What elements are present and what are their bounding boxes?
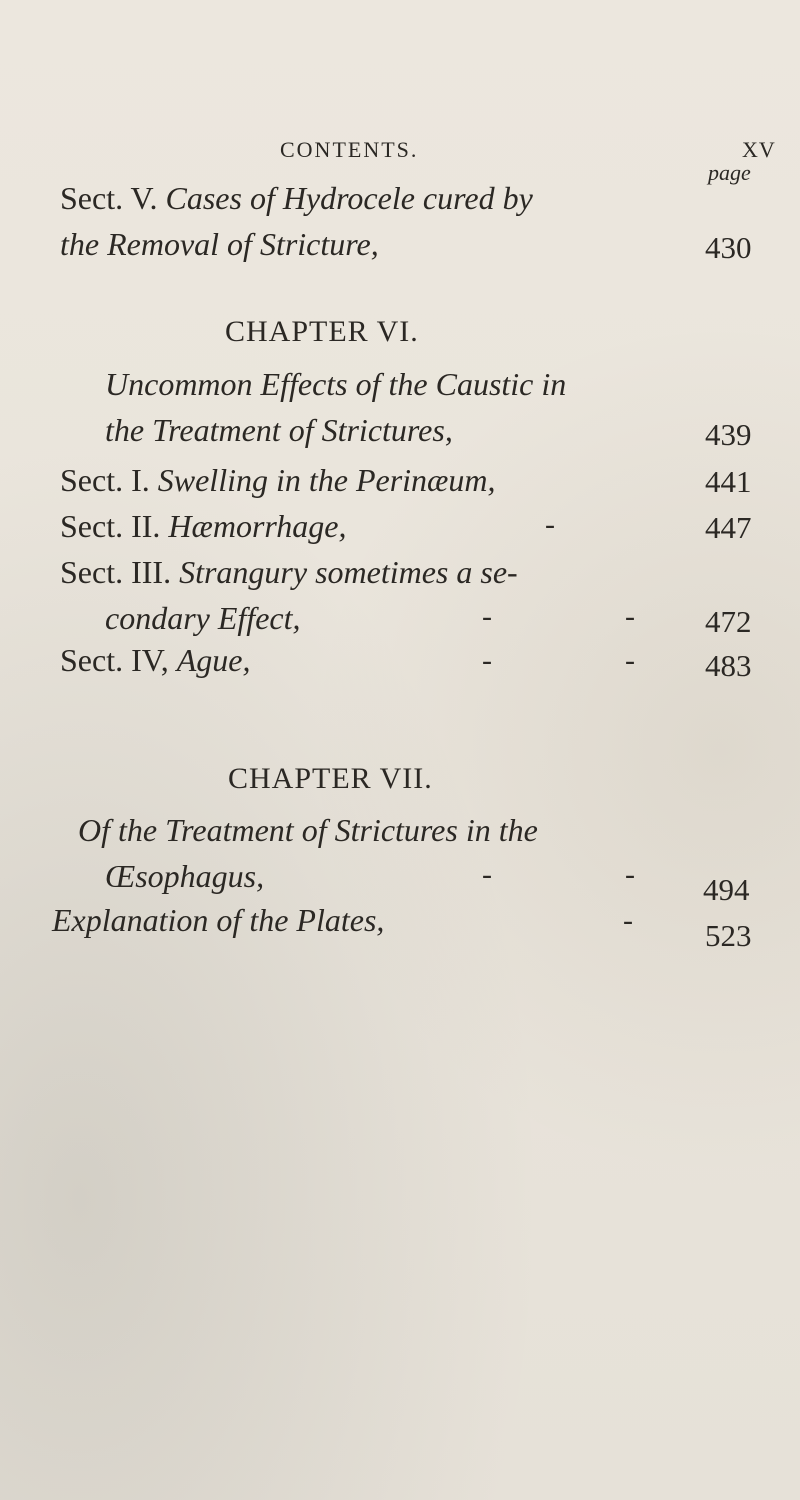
sect-i-prefix: Sect. I. [60,462,150,498]
explanation-of-plates-page: 523 [705,918,752,953]
sect-v-title-line2: the Removal of Stricture, [60,226,379,262]
chapter-vii-heading: CHAPTER VII. [228,762,433,795]
sect-iii-leader-dash-1: - [482,600,492,633]
sect-iii-prefix: Sect. III. [60,554,172,590]
sect-iv-leader-dash-1: - [482,644,492,677]
sect-iii-page: 472 [705,604,752,639]
toc-entry-sect-iv [60,642,250,678]
running-header-title: CONTENTS. [280,137,419,162]
toc-entry-sect-v-line1 [60,180,533,216]
sect-iii-title-line2: condary Effect, [105,600,301,636]
sect-ii-leader-dash: - [545,508,555,541]
chapter-vii-title-line1: Of the Treatment of Strictures in the [78,812,538,848]
running-header-page-number: XV [742,137,776,162]
page-column-label: page [708,160,751,185]
sect-iv-page: 483 [705,648,752,683]
toc-entry-sect-ii [60,508,347,544]
chapter-vii-leader-dash-1: - [482,858,492,891]
chapter-vi-page: 439 [705,417,752,452]
chapter-vii-title-line2: Œsophagus, [105,858,265,894]
sect-iv-leader-dash-2: - [625,644,635,677]
sect-ii-prefix: Sect. II. [60,508,161,544]
sect-v-prefix: Sect. V. [60,180,158,216]
chapter-vii-leader-dash-2: - [625,858,635,891]
chapter-vi-heading: CHAPTER VI. [225,315,419,348]
sect-ii-page: 447 [705,510,752,545]
sect-iii-leader-dash-2: - [625,600,635,633]
toc-entry-sect-iii-line1 [60,554,518,590]
sect-iii-title-line1: Strangury sometimes a se- [179,554,518,590]
sect-i-title: Swelling in the Perinæum, [157,462,496,498]
toc-entry-sect-i [60,462,496,498]
sect-iv-prefix: Sect. IV, [60,642,169,678]
chapter-vi-title-line2: the Treatment of Strictures, [105,412,453,448]
sect-ii-title: Hæmorrhage, [168,508,347,544]
chapter-vi-title-line1: Uncommon Effects of the Caustic in [105,366,567,402]
explanation-of-plates-leader-dash: - [623,904,633,937]
explanation-of-plates-title: Explanation of the Plates, [52,902,385,938]
sect-i-page: 441 [705,464,752,499]
chapter-vii-page: 494 [703,872,750,907]
sect-v-title-line1: Cases of Hydrocele cured by [165,180,533,216]
sect-v-page: 430 [705,230,752,265]
sect-iv-title: Ague, [176,642,251,678]
